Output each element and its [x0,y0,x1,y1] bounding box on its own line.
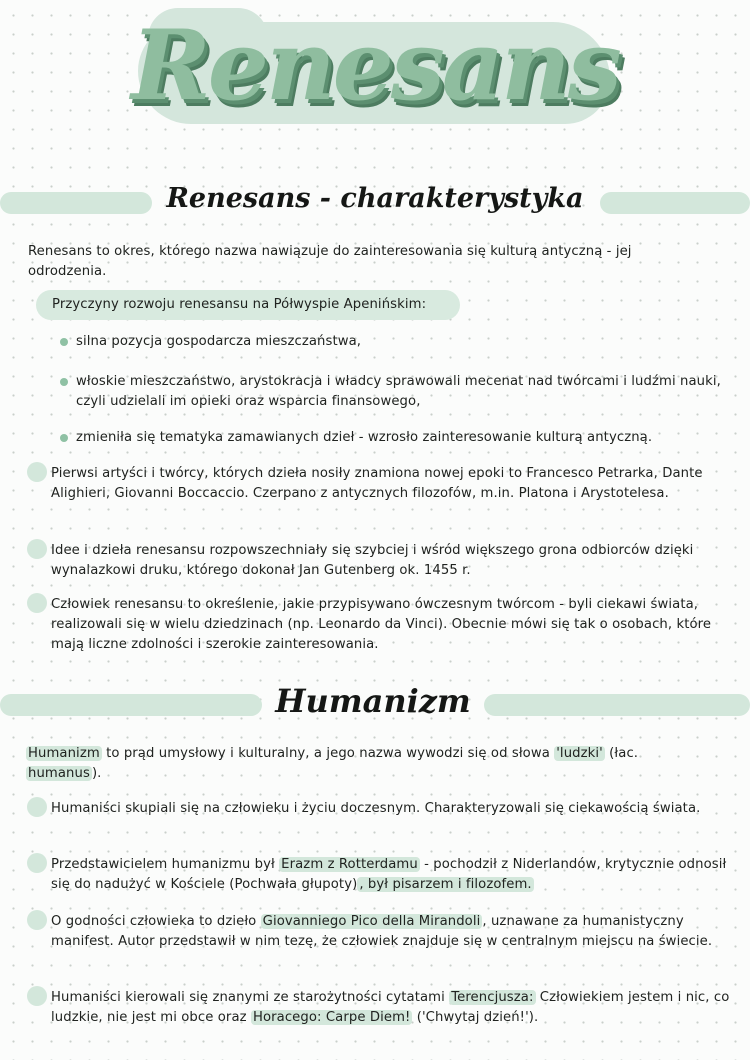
bullet-dot [60,338,68,346]
point-item: Człowiek renesansu to określenie, jakie przypisywano ówczesnym twórcom - byli ciekawi świata, realizowali się w wielu dziedzinach (np. Leonardo da Vinci). Obecnie mówi się tak o osobach, które mają liczne zdolności i szerokie zainteresowania. [51,597,712,652]
term-ludzki: 'ludzki' [556,746,603,761]
point-text: - pochodził z Niderlandów, krytycznie odnosił się do nadużyć w Kościele (Pochwała głupoty) [51,857,727,892]
term-humanus: humanus [28,766,90,781]
point-text: Przedstawicielem humanizmu był [51,857,280,872]
point-dot [27,539,47,559]
point-text: ('Chwytaj dzień!'). [412,1010,539,1025]
point-item: Idee i dzieła renesansu rozpowszechniały się szybciej i wśród większego grona odbiorców dzięki wynalazkowi druku, którego dokonał Jan Gutenberg ok. 1455 r. [51,543,694,578]
cause-item: włoskie mieszczaństwo, arystokracja i władcy sprawowali mecenat nad twórcami i ludźmi nauki, czyli udzielali im opieki oraz wsparcia finansowego, [76,374,721,409]
point-highlight: , był pisarzem i filozofem. [359,877,532,892]
name-horacy: Horacego: Carpe Diem! [252,1010,411,1025]
point-dot [27,853,47,873]
heading-band-left [0,192,152,214]
point-text: Człowiekiem jestem i nic, co ludzkie, nie jest mi obce oraz [51,990,730,1025]
bullet-dot [60,378,68,386]
heading-band-left [0,694,262,716]
name-terencjusz: Terencjusza: [451,990,534,1005]
page-title: Renesans [131,9,619,122]
point-text: , uznawane za humanistyczny manifest. Autor przedstawił w nim tezę, że człowiek znajduje się w centralnym miejscu na świecie. [51,914,713,949]
bullet-dot [60,434,68,442]
point-dot [27,593,47,613]
name-pico: Giovanniego Pico della Mirandoli [262,914,481,929]
point-item: Pierwsi artyści i twórcy, których dzieła nosiły znamiona nowej epoki to Francesco Petrarka, Dante Alighieri, Giovanni Boccaccio. Czerpano z antycznych filozofów, m.in. Platona i Arystotelesa. [51,466,703,501]
intro-text: to prąd umysłowy i kulturalny, a jego nazwa wywodzi się od słowa [101,746,555,761]
point-item: Humaniści skupiali się na człowieku i życiu doczesnym. Charakteryzowali się ciekawością świata. [51,801,701,816]
section-heading-humanizm: Humanizm [275,682,471,720]
point-text: Humaniści kierowali się znanymi ze starożytności cytatami [51,990,450,1005]
point-text: O godności człowieka to dzieło [51,914,261,929]
intro-text: ). [91,766,102,781]
causes-label: Przyczyny rozwoju renesansu na Półwyspie Apenińskim: [52,297,427,312]
cause-item: silna pozycja gospodarcza mieszczaństwa, [76,334,362,349]
section-heading-renesans: Renesans - charakterystyka [166,183,584,214]
point-dot [27,462,47,482]
term-humanizm: Humanizm [28,746,100,761]
title-block [130,2,620,134]
heading-band-right [484,694,750,716]
point-item [51,912,731,952]
point-item [51,988,731,1028]
intro-text: (łac. [604,746,639,761]
point-item [51,855,731,895]
section1-intro: Renesans to okres, którego nazwa nawiązuje do zainteresowania się kulturą antyczną - jej odrodzenia. [28,244,632,279]
point-dot [27,797,47,817]
cause-item: zmieniła się tematyka zamawianych dzieł - wzrosło zainteresowanie kulturą antyczną. [76,430,653,445]
section2-intro [26,744,716,784]
point-dot [27,986,47,1006]
heading-band-right [600,192,750,214]
name-erazm: Erazm z Rotterdamu [281,857,418,872]
point-dot [27,910,47,930]
